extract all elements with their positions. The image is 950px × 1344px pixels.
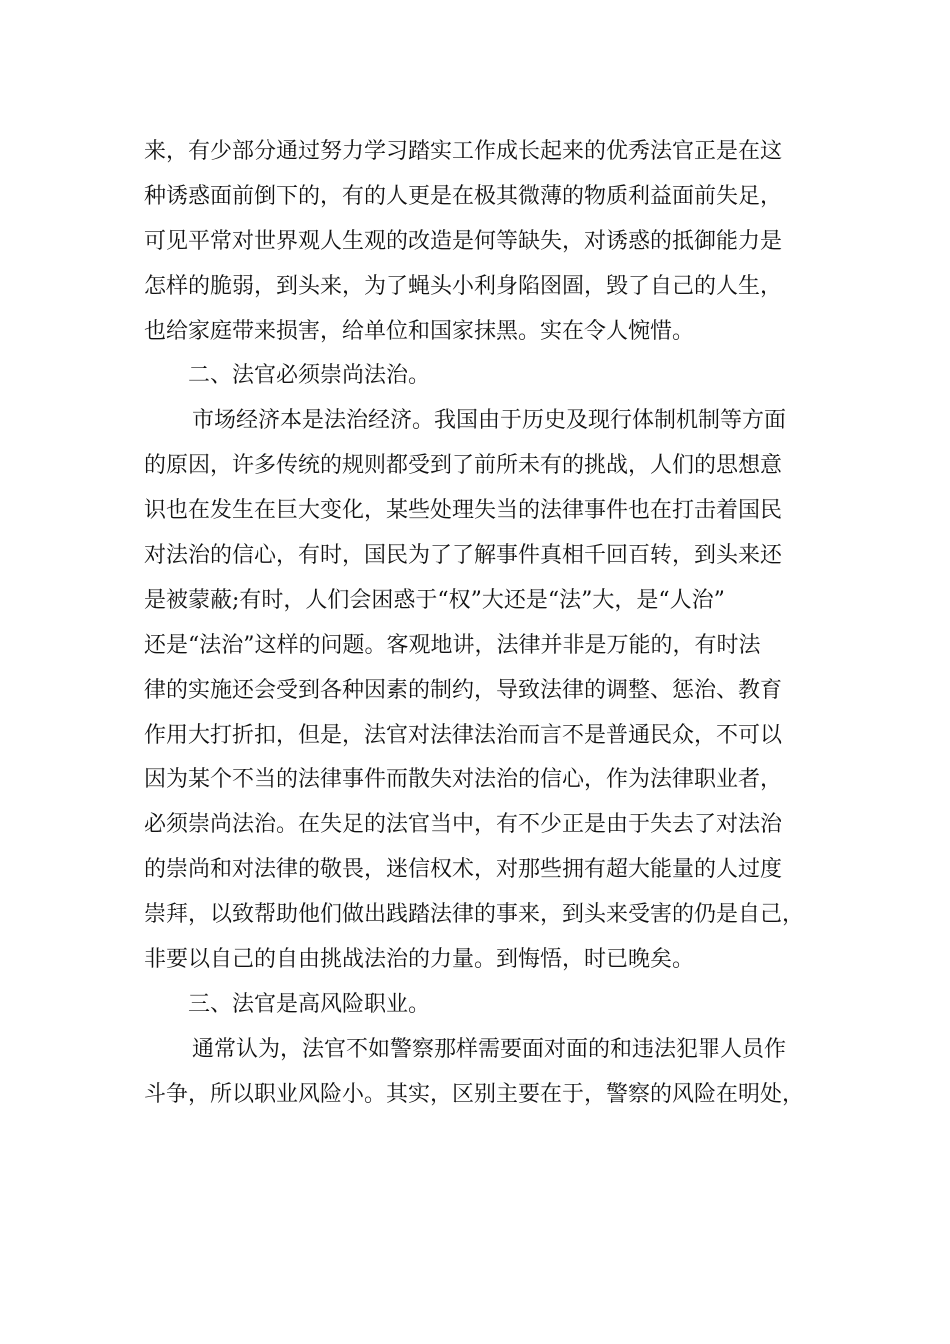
text-line: 是被蒙蔽;有时，人们会困惑于“权”大还是“法”大，是“人治” <box>144 587 725 613</box>
paragraph-start: 通常认为，法官不如警察那样需要面对面的和违法犯罪人员作 <box>192 1036 787 1062</box>
text-line: 种诱惑面前倒下的，有的人更是在极其微薄的物质利益面前失足， <box>144 183 783 209</box>
text-line: 可见平常对世界观人生观的改造是何等缺失，对诱惑的抵御能力是 <box>144 228 783 254</box>
text-line: 必须崇尚法治。在失足的法官当中，有不少正是由于失去了对法治 <box>144 812 783 838</box>
text-line: 的原因，许多传统的规则都受到了前所未有的挑战，人们的思想意 <box>144 453 783 479</box>
text-line: 怎样的脆弱，到头来，为了蝇头小利身陷囹圄，毁了自己的人生， <box>144 273 783 299</box>
text-line: 也给家庭带来损害，给单位和国家抹黑。实在令人惋惜。 <box>144 318 695 344</box>
text-line: 非要以自己的自由挑战法治的力量。到悔悟，时已晚矣。 <box>144 947 695 973</box>
text-line: 律的实施还会受到各种因素的制约，导致法律的调整、惩治、教育 <box>144 677 783 703</box>
section-heading-3: 三、法官是高风险职业。 <box>188 991 431 1017</box>
text-line: 来，有少部分通过努力学习踏实工作成长起来的优秀法官正是在这 <box>144 139 783 164</box>
text-line: 的崇尚和对法律的敬畏，迷信权术，对那些拥有超大能量的人过度 <box>144 857 783 883</box>
text-line: 对法治的信心，有时，国民为了了解事件真相千回百转，到头来还 <box>144 543 783 569</box>
text-line: 因为某个不当的法律事件而散失对法治的信心，作为法律职业者， <box>144 767 783 793</box>
text-line: 崇拜，以致帮助他们做出践踏法律的事来，到头来受害的仍是自己， <box>144 902 805 928</box>
body-text <box>144 130 824 1118</box>
section-heading-2: 二、法官必须崇尚法治。 <box>188 363 431 389</box>
text-line: 还是“法治”这样的问题。客观地讲，法律并非是万能的，有时法 <box>144 632 761 658</box>
paragraph-start: 市场经济本是法治经济。我国由于历史及现行体制机制等方面 <box>192 408 787 434</box>
text-line: 识也在发生在巨大变化，某些处理失当的法律事件也在打击着国民 <box>144 498 783 524</box>
text-line: 作用大打折扣，但是，法官对法律法治而言不是普通民众，不可以 <box>144 722 783 748</box>
text-line: 斗争，所以职业风险小。其实，区别主要在于，警察的风险在明处， <box>144 1081 805 1107</box>
